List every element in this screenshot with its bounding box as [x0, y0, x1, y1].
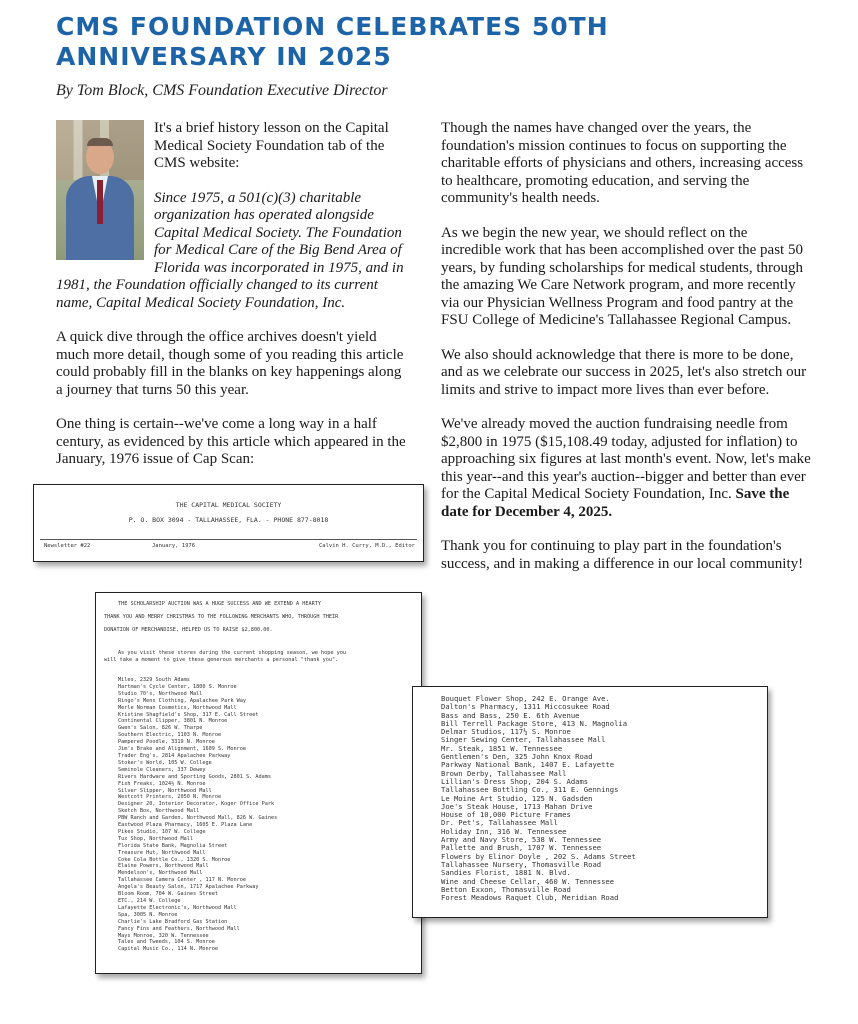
merchant-entry: Pikes Studio, 107 W. College — [118, 828, 206, 835]
paragraph-reflect: As we begin the new year, we should reflect on the incredible work that has been accomplished over the past 50 years, by funding scholarships for medical students, through the amazing We Care Network program, and more recently via our Physician Wellness Program and food pantry at the FSU College of Medicine's Tallahassee Regional Campus. — [441, 224, 804, 328]
merchant-list-2 — [441, 695, 761, 902]
merchant-entry: ETC., 214 W. College — [118, 898, 181, 904]
merchant-list-1 — [118, 677, 408, 953]
auction-line-5: will take a moment to give these generous merchants a personal "thank you". — [104, 656, 339, 663]
merchant-entry: Bouquet Flower Shop, 242 E. Orange Ave. — [441, 695, 610, 703]
paragraph-auction — [441, 416, 811, 521]
merchant-entry: Hartman's Cycle Center, 1800 S. Monroe — [118, 683, 237, 690]
merchant-entry: Flowers by Elinor Doyle , 202 S. Adams Street — [441, 852, 636, 861]
merchant-entry: Bass and Bass, 250 E. 6th Avenue — [441, 711, 580, 720]
merchant-entry: Designer 20, Interior Decorator, Koger Office Park — [118, 801, 275, 808]
merchant-entry: Coke Cola Bottle Co., 1320 S. Monroe — [118, 856, 231, 863]
paragraph-thanks: Thank you for continuing to play part in the foundation's success, and in making a difference in our local community! — [441, 538, 804, 572]
merchant-entry: Angela's Beauty Salon, 1717 Apalachee Parkway — [118, 884, 259, 891]
byline: By Tom Block, CMS Foundation Executive Director — [56, 82, 388, 99]
merchant-entry: Eastwood Plaza Pharmacy, 1605 E. Plaza Lane — [118, 822, 253, 829]
paragraph-cap-scan: One thing is certain--we've come a long way in a half century, as evidenced by this article which appeared in the January, 1976 issue of Cap Scan: — [56, 416, 406, 467]
merchant-entry: Dr. Pet's, Tallahassee Mall — [441, 819, 558, 828]
clipping-date: January, 1976 — [152, 543, 196, 549]
merchant-entry: Mr. Steak, 1851 W. Tennessee — [441, 744, 563, 753]
merchant-entry: Bill Terrell Package Store, 413 N. Magnolia — [441, 719, 628, 728]
merchant-entry: Wine and Cheese Cellar, 460 W. Tennessee — [441, 877, 615, 886]
merchant-entry: Miles, 2329 South Adams — [118, 677, 190, 683]
merchant-entry: Stoker's World, 105 W. College — [118, 759, 212, 766]
paragraph-archives: A quick dive through the office archives doesn't yield much more detail, though some of you reading this article could probably fill in the blanks on key happenings along a journey that turns 50 this year. — [56, 329, 404, 398]
paragraph-acknowledge: We also should acknowledge that there is more to be done, and as we celebrate our success in 2025, let's also stretch our limits and strive to impact more lives than ever before. — [441, 346, 807, 398]
merchant-entry: Holiday Inn, 316 W. Tennessee — [441, 827, 567, 836]
merchant-entry: Westcott Printers, 2050 N. Monroe — [118, 794, 222, 801]
merchant-entry: Tallahassee Camera Center , 117 N. Monroe — [118, 877, 247, 884]
paragraph-mission: Though the names have changed over the years, the foundation's mission continues to focus on supporting the charitable efforts of physicians and others, increasing access to healthcare, promoting education, and serving the community's health needs. — [441, 120, 804, 206]
clipping-divider — [40, 539, 417, 540]
merchant-entry: Fancy Fins and Feathers, Northwood Mall — [118, 925, 240, 932]
merchant-entry: Rivers Hardware and Sporting Goods, 2801 S. Adams — [118, 773, 272, 780]
merchant-entry: Continental Clipper, 3801 N. Monroe — [118, 718, 228, 725]
merchant-entry: Betton Exxon, Thomasville Road — [441, 885, 571, 894]
merchant-entry: Tallahassee Bottling Co., 311 E. Gennings — [441, 786, 619, 795]
merchant-entry: Pampered Poodle, 3319 N. Monroe — [118, 739, 215, 746]
merchant-entry: Dalton's Pharmacy, 1311 Miccosukee Road — [441, 703, 610, 712]
merchant-entry: Sketch Box, Northwood Mall — [118, 808, 200, 815]
merchant-entry: Delmar Studios, 117½ S. Monroe — [441, 728, 571, 737]
merchant-entry: Tux Shop, Northwood Mall — [118, 835, 193, 842]
merchant-entry: House of 10,000 Picture Frames — [441, 811, 571, 820]
merchant-entry: Kristine Shagfield's Shop, 317 E. Call Street — [118, 711, 259, 718]
merchant-entry: Spa, 3005 N. Monroe — [118, 911, 178, 918]
clipping-newsletter-number: Newsletter #22 — [44, 543, 91, 549]
auction-line-2: THANK YOU AND MERRY CHRISTMAS TO THE FOLLOWING MERCHANTS WHO, THROUGH THEIR — [104, 613, 339, 620]
merchant-entry: Capital Music Co., 114 N. Monroe — [118, 946, 218, 953]
auction-line-4: As you visit these stores during the current shopping season, we hope you — [118, 650, 346, 656]
merchant-entry: Merle Norman Cosmetics, Northwood Mall — [118, 704, 237, 711]
clipping-editor: Calvin H. Curry, M.D., Editor — [318, 543, 415, 549]
merchant-entry: Florida State Bank, Magnolia Street — [118, 842, 228, 849]
merchant-entry: Bloom Room, 704 W. Gaines Street — [118, 891, 218, 898]
article-title: CMS FOUNDATION CELEBRATES 50TH ANNIVERSARY IN 2025 — [56, 12, 609, 71]
left-column — [56, 120, 406, 486]
merchant-entry: Tales and Tweeds, 104 S. Monroe — [118, 939, 215, 946]
auction-text: We've already moved the auction fundraising needle from $2,800 in 1975 ($15,108.49 today, adjusted for inflation) to approaching six figures at last month's event. Now, let's make this year--and this year's auction--bigger and better than ever for the Capital Medical Society Foundation, Inc. — [441, 416, 811, 502]
merchant-entry: Treasure Hut, Northwood Mall — [118, 849, 206, 856]
merchant-entry: Mays Monroe, 320 W. Tennessee — [118, 932, 209, 939]
merchant-entry: Brown Derby, Tallahassee Mall — [441, 769, 567, 778]
merchant-entry: Joe's Steak House, 1713 Mahan Drive — [441, 802, 593, 811]
photo-tie — [97, 180, 103, 224]
merchant-entry: Tallahassee Nursery, Thomasville Road — [441, 860, 602, 869]
merchant-entry: Studio 70's, Northwood Mall — [118, 690, 203, 697]
auction-line-1: THE SCHOLARSHIP AUCTION WAS A HUGE SUCCESS AND WE EXTEND A HEARTY — [118, 601, 322, 607]
merchant-entry: Gwen's Salon, 826 W. Tharpe — [118, 725, 203, 732]
save-the-date: Save the date for December 4, 2025. — [441, 486, 790, 520]
newsletter-header-clipping — [33, 484, 424, 562]
merchant-entry: Lafayette Electronic's, Northwood Mall — [118, 904, 237, 911]
merchant-entry: Sandies Florist, 1881 N. Blvd. — [441, 869, 571, 878]
paragraph-history-quote: Since 1975, a 501(c)(3) charitable organization has operated alongside Capital Medical Society. The Foundation for Medical Care of the Big Bend Area of Florida was incorporated in 1975, and in 1981, the Foundation officially changed to its current name, Capital Medical Society Foundation, Inc. — [56, 189, 404, 311]
clipping-org: THE CAPITAL MEDICAL SOCIETY — [175, 501, 282, 509]
merchant-entry: Ringo's Mens Clothing, Apalachee Park Way — [118, 697, 247, 704]
right-column — [441, 120, 811, 590]
merchant-entry: Le Moine Art Studio, 125 N. Gadsden — [441, 794, 593, 803]
merchant-entry: Southern Electric, 1103 N. Monroe — [118, 732, 222, 739]
merchant-entry: Gentlemen's Den, 325 John Knox Road — [441, 753, 593, 762]
merchant-entry: Army and Navy Store, 538 W. Tennessee — [441, 836, 602, 845]
merchant-entry: Jim's Brake and Alignment, 1609 S. Monroe — [118, 746, 247, 753]
merchant-entry: Forest Meadows Raquet Club, Meridian Road — [441, 894, 619, 903]
merchant-entry: PBW Ranch and Garden, Northwood Mall, 826 W. Gaines — [118, 815, 278, 822]
merchant-entry: Seminole Cleaners, 337 Dewey — [118, 766, 206, 773]
author-photo — [56, 120, 144, 260]
auction-thanks-clipping — [95, 592, 422, 974]
clipping-address: P. O. BOX 3094 - TALLAHASSEE, FLA. - PHONE 877-8018 — [128, 516, 329, 524]
merchant-list-clipping — [412, 686, 768, 918]
merchant-entry: Fish Freaks, 1024½ N. Monroe — [118, 780, 206, 787]
merchant-entry: Silver Slipper, Northwood Mall — [118, 787, 212, 794]
merchant-entry: Parkway National Bank, 1407 E. Lafayette — [441, 761, 615, 770]
paragraph-intro: It's a brief history lesson on the Capital Medical Society Foundation tab of the CMS website: — [154, 120, 389, 171]
merchant-entry: Charlie's Lake Bradford Gas Station — [118, 918, 228, 925]
merchant-entry: Lillian's Dress Shop, 204 S. Adams — [441, 777, 589, 786]
merchant-entry: Singer Sewing Center, Tallahassee Mall — [441, 736, 606, 745]
photo-hair — [87, 138, 113, 146]
merchant-entry: Mendelson's, Northwood Mall — [118, 870, 203, 877]
merchant-entry: Trader Eng's, 2814 Apalachee Parkway — [118, 752, 231, 759]
merchant-entry: Elaine Powers, Northwood Mall — [118, 863, 209, 870]
merchant-entry: Pallette and Brush, 1707 W. Tennessee — [441, 844, 602, 853]
auction-line-3: DONATION OF MERCHANDISE, HELPED US TO RAISE $2,800.00. — [104, 626, 273, 633]
